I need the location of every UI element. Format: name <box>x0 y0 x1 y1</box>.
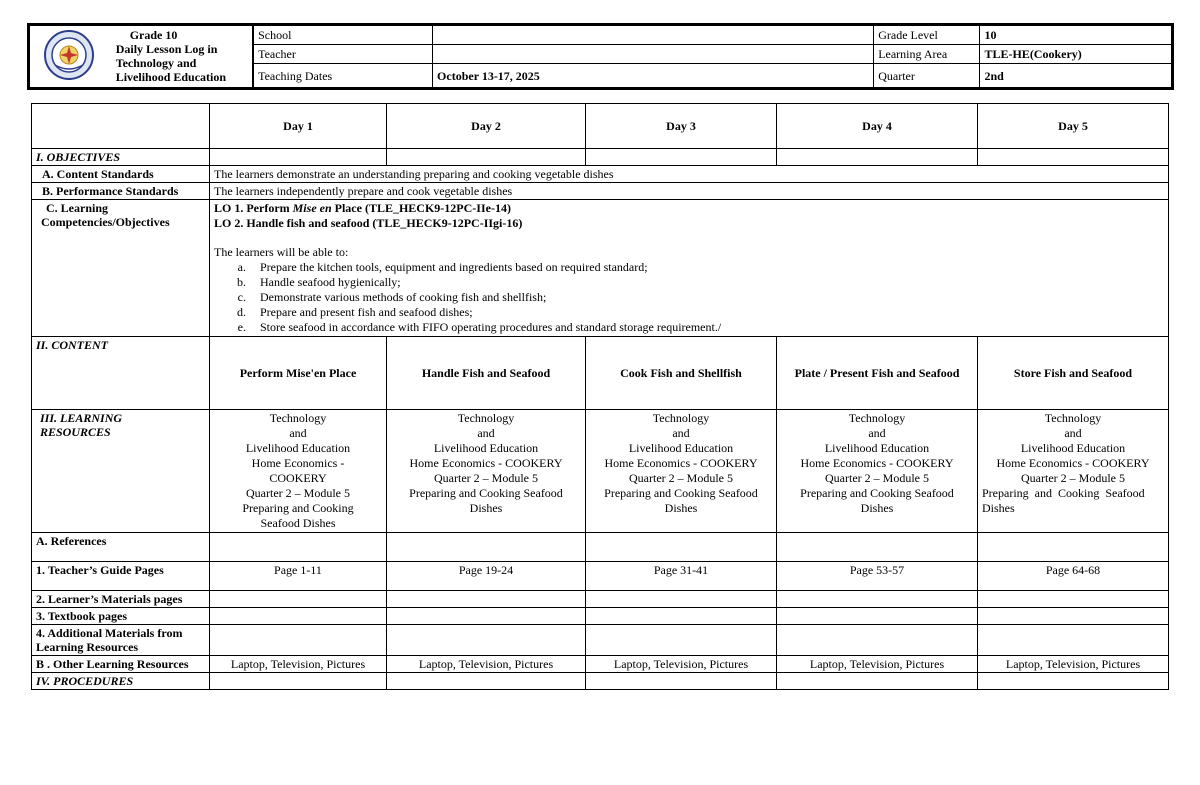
list-item: d. Prepare and present fish and seafood dishes; <box>237 305 473 319</box>
competencies-label <box>32 200 210 337</box>
teacher-value[interactable] <box>433 45 874 64</box>
teachers-guide-day-3: Page 31-41 <box>586 562 777 591</box>
resources-day-3: Technology and Livelihood Education Home Economics - COOKERY Quarter 2 – Module 5 Preparing and Cooking Seafood Dishes <box>586 410 777 533</box>
teachers-guide-label: 1. Teacher’s Guide Pages <box>32 562 210 591</box>
teaching-dates-label: Teaching Dates <box>253 64 432 89</box>
references-label: A. References <box>32 533 210 562</box>
teachers-guide-day-4: Page 53-57 <box>777 562 978 591</box>
school-value[interactable] <box>433 25 874 45</box>
content-standards-label: A. Content Standards <box>32 166 210 183</box>
lesson-log-table <box>31 103 1169 690</box>
title-block <box>108 25 253 89</box>
deped-seal-icon <box>43 29 95 81</box>
performance-standards-text: The learners independently prepare and cook vegetable dishes <box>210 183 1169 200</box>
grade-level-value[interactable]: 10 <box>980 25 1173 45</box>
other-resources-day-3: Laptop, Television, Pictures <box>586 656 777 673</box>
lo-1: LO 1. Perform Mise en Place (TLE_HECK9-12PC-IIe-14) <box>214 201 511 215</box>
content-topic-day-4: Plate / Present Fish and Seafood <box>777 337 978 410</box>
competencies-cell <box>210 200 1169 337</box>
day-4-header: Day 4 <box>777 104 978 149</box>
other-resources-label: B . Other Learning Resources <box>32 656 210 673</box>
teacher-label: Teacher <box>253 45 432 64</box>
header-table <box>27 23 1174 90</box>
list-item: e. Store seafood in accordance with FIFO operating procedures and standard storage requirement./ <box>237 320 722 334</box>
other-resources-day-5: Laptop, Television, Pictures <box>978 656 1169 673</box>
teachers-guide-day-2: Page 19-24 <box>387 562 586 591</box>
learners-materials-label: 2. Learner’s Materials pages <box>32 591 210 608</box>
content-topic-day-5: Store Fish and Seafood <box>978 337 1169 410</box>
content-section: II. CONTENT <box>32 337 210 410</box>
corner-cell <box>32 104 210 149</box>
quarter-label: Quarter <box>874 64 980 89</box>
procedures-section: IV. PROCEDURES <box>32 673 210 690</box>
day-1-header: Day 1 <box>210 104 387 149</box>
resources-section <box>32 410 210 533</box>
other-resources-day-2: Laptop, Television, Pictures <box>387 656 586 673</box>
grade-level-label: Grade Level <box>874 25 980 45</box>
teachers-guide-day-5: Page 64-68 <box>978 562 1169 591</box>
resources-day-4: Technology and Livelihood Education Home Economics - COOKERY Quarter 2 – Module 5 Preparing and Cooking Seafood Dishes <box>777 410 978 533</box>
title-line-2: Daily Lesson Log in <box>115 42 218 56</box>
list-item: a. Prepare the kitchen tools, equipment and ingredients based on required standard; <box>237 260 648 274</box>
resources-day-2: Technology and Livelihood Education Home Economics - COOKERY Quarter 2 – Module 5 Preparing and Cooking Seafood Dishes <box>387 410 586 533</box>
school-label: School <box>253 25 432 45</box>
title-line-1: Grade 10 <box>129 28 178 42</box>
content-topic-day-2: Handle Fish and Seafood <box>387 337 586 410</box>
competencies-label-line-1: C. Learning <box>46 201 109 215</box>
content-standards-text: The learners demonstrate an understanding preparing and cooking vegetable dishes <box>210 166 1169 183</box>
title-line-3: Technology and <box>115 56 197 70</box>
day-2-header: Day 2 <box>387 104 586 149</box>
title-line-4: Livelihood Education <box>115 70 227 84</box>
objectives-section: I. OBJECTIVES <box>32 149 210 166</box>
objectives-list <box>214 260 1164 335</box>
additional-materials-label: 4. Additional Materials from Learning Resources <box>32 625 210 656</box>
content-topic-day-1: Perform Mise'en Place <box>210 337 387 410</box>
resources-section-line-2: RESOURCES <box>40 425 111 439</box>
resources-day-5: Technology and Livelihood Education Home Economics - COOKERY Quarter 2 – Module 5 Preparing and Cooking Seafood Dishes <box>978 410 1169 533</box>
other-resources-day-4: Laptop, Television, Pictures <box>777 656 978 673</box>
learning-area-value[interactable]: TLE-HE(Cookery) <box>980 45 1173 64</box>
competencies-label-line-2: Competencies/Objectives <box>41 215 170 229</box>
day-3-header: Day 3 <box>586 104 777 149</box>
day-header-row <box>32 104 1169 149</box>
resources-section-line-1: III. LEARNING <box>40 411 123 425</box>
quarter-value[interactable]: 2nd <box>980 64 1173 89</box>
teachers-guide-day-1: Page 1-11 <box>210 562 387 591</box>
other-resources-day-1: Laptop, Television, Pictures <box>210 656 387 673</box>
learning-area-label: Learning Area <box>874 45 980 64</box>
teaching-dates-value[interactable]: October 13-17, 2025 <box>433 64 874 89</box>
list-item: b. Handle seafood hygienically; <box>237 275 401 289</box>
content-topic-day-3: Cook Fish and Shellfish <box>586 337 777 410</box>
performance-standards-label: B. Performance Standards <box>32 183 210 200</box>
day-5-header: Day 5 <box>978 104 1169 149</box>
list-item: c. Demonstrate various methods of cooking fish and shellfish; <box>237 290 547 304</box>
textbook-label: 3. Textbook pages <box>32 608 210 625</box>
logo-cell <box>29 25 108 89</box>
objectives-intro: The learners will be able to: <box>214 245 349 259</box>
resources-day-1: Technology and Livelihood Education Home Economics - COOKERY Quarter 2 – Module 5 Preparing and Cooking Seafood Dishes <box>210 410 387 533</box>
lo-2: LO 2. Handle fish and seafood (TLE_HECK9-12PC-IIgi-16) <box>214 216 523 230</box>
